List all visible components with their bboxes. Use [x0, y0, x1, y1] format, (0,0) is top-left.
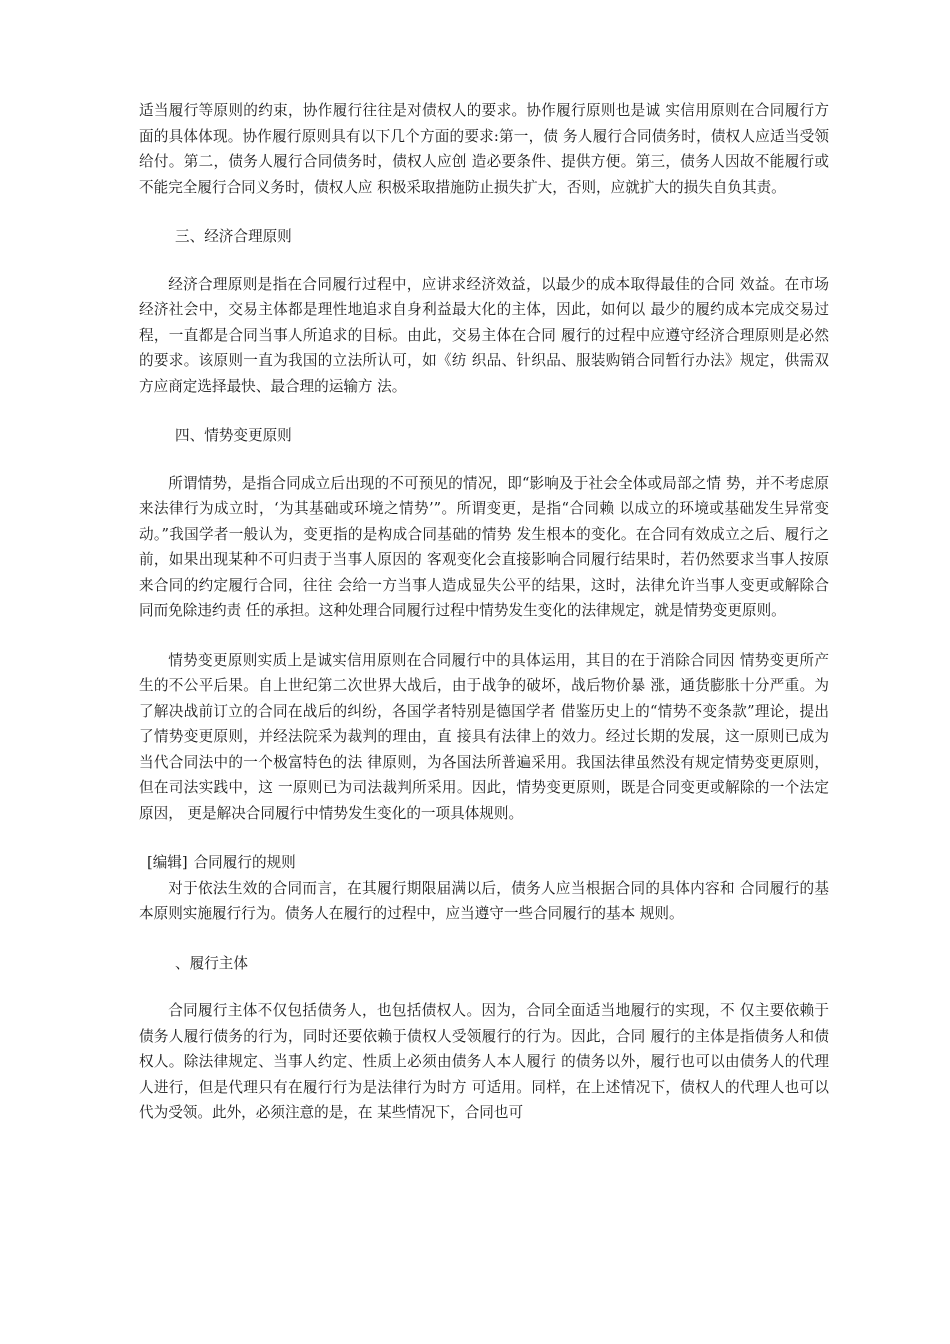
document-page — [139, 98, 829, 1150]
paragraph-change-essence: 情势变更原则实质上是诚实信用原则在合同履行中的具体运用，其目的在于消除合同因 情势变更所产生的不公平后果。自上世纪第二次世界大战后，由于战争的破坏，战后物价暴 涨，通货膨胀十分严重。为了解决战前订立的合同在战后的纠纷，各国学者特别是德国学者 借鉴历史上的“情势不变条款”理论，提出了情势变更原则，并经法院采为裁判的理由，直 接具有法律上的效力。经过长期的发展，这一原则已成为当代合同法中的一个极富特色的法 律原则，为各国法所普遍采用。我国法律虽然没有规定情势变更原则，但在司法实践中，这 一原则已为司法裁判所采用。因此，情势变更原则，既是合同变更或解除的一个法定原因， 更是解决合同履行中情势发生变化的一项具体规则。 — [139, 651, 829, 822]
section-title: 合同履行的规则 — [193, 854, 296, 871]
heading-performance-subject: 、履行主体 — [175, 954, 248, 972]
edit-link[interactable]: [编辑] — [147, 854, 188, 871]
paragraph-performance-subject: 合同履行主体不仅包括债务人，也包括债权人。因为，合同全面适当地履行的实现，不 仅主要依赖于债务人履行债务的行为，同时还要依赖于债权人受领履行的行为。因此，合同 履行的主体是指债务人和债权人。除法律规定、当事人约定、性质上必须由债务人本人履行 的债务以外，履行也可以由债务人的代理人进行，但是代理只有在履行行为是法律行为时方 可适用。同样，在上述情况下，债权人的代理人也可以代为受领。此外，必须注意的是，在 某些情况下，合同也可 — [139, 1002, 829, 1121]
heading-economic-principle: 三、经济合理原则 — [175, 228, 292, 245]
section-heading-rules — [139, 850, 829, 876]
paragraph-economic: 经济合理原则是指在合同履行过程中，应讲求经济效益，以最少的成本取得最佳的合同 效益。在市场经济社会中，交易主体都是理性地追求自身利益最大化的主体，因此，如何以 最少的履约成本完成交易过程，一直都是合同当事人所追求的目标。由此，交易主体在合同 履行的过程中应遵守经济合理原则是必然的要求。该原则一直为我国的立法所认可，如《纺 织品、针织品、服装购销合同暂行办法》规定，供需双方应商定选择最快、最合理的运输方 法。 — [139, 275, 829, 395]
heading-change-principle: 四、情势变更原则 — [175, 427, 292, 444]
paragraph-change-definition: 所谓情势，是指合同成立后出现的不可预见的情况，即“影响及于社会全体或局部之情 势，并不考虑原来法律行为成立时，‘为其基础或环境之情势’”。所谓变更，是指“合同赖 以成立的环境或基础发生异常变动。”我国学者一般认为，变更指的是构成合同基础的情势 发生根本的变化。在合同有效成立之后、履行之前，如果出现某种不可归责于当事人原因的 客观变化会直接影响合同履行结果时，若仍然要求当事人按原来合同的约定履行合同，往往 会给一方当事人造成显失公平的结果，这时，法律允许当事人变更或解除合同而免除违约责 任的承担。这种处理合同履行过程中情势发生变化的法律规定，就是情势变更原则。 — [139, 474, 829, 619]
paragraph-cooperation: 适当履行等原则的约束，协作履行往往是对债权人的要求。协作履行原则也是诚 实信用原则在合同履行方面的具体体现。协作履行原则具有以下几个方面的要求:第一，债 务人履行合同债务时，债权人应适当受领给付。第二，债务人履行合同债务时，债权人应创 造必要条件、提供方便。第三，债务人因故不能履行或不能完全履行合同义务时，债权人应 积极采取措施防止损失扩大，否则，应就扩大的损失自负其责。 — [139, 102, 829, 196]
paragraph-rules-intro: 对于依法生效的合同而言，在其履行期限届满以后，债务人应当根据合同的具体内容和 合同履行的基本原则实施履行行为。债务人在履行的过程中，应当遵守一些合同履行的基本 规则。 — [139, 879, 829, 922]
